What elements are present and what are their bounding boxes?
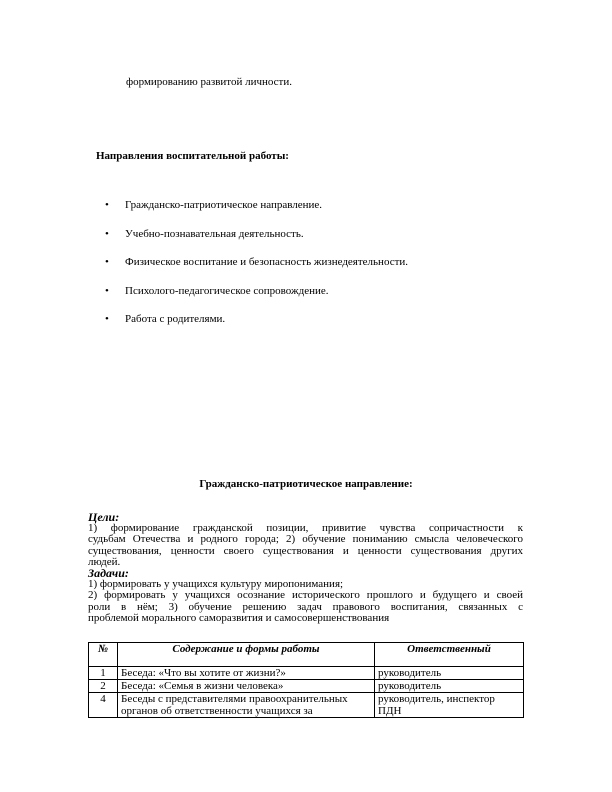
direction-title: Гражданско-патриотическое направление:: [199, 478, 413, 490]
continuation-text: формированию развитой личности.: [126, 76, 292, 88]
row-content: Беседы с представителями правоохранительных органов об ответственности учащихся за: [118, 693, 375, 718]
header-content: Содержание и формы работы: [118, 643, 375, 667]
tasks-label: Задачи:: [88, 566, 129, 581]
table-row: [89, 693, 524, 718]
table-row: [89, 667, 524, 680]
tasks-line: проблемой морального саморазвития и самосовершенствования: [88, 611, 390, 624]
row-content: Беседа: «Семья в жизни человека»: [118, 680, 375, 693]
list-item: [105, 199, 408, 228]
list-item-text: Работа с родителями.: [125, 313, 226, 325]
bullet-icon: •: [105, 256, 109, 268]
goals-line: людей.: [88, 555, 121, 568]
goals-line: существования, ценности своего существования и ценности существования других: [88, 544, 523, 557]
bullet-icon: •: [105, 227, 109, 240]
goals-line: 1) формирование гражданской позиции, привитие чувства сопричастности к: [88, 522, 523, 535]
tasks-line: 2) формировать у учащихся осознание исторического прошлого и будущего и своей: [88, 589, 523, 602]
list-item-text: Учебно-познавательная деятельность.: [125, 227, 304, 240]
tasks-line: 1) формировать у учащихся культуру миропонимания;: [88, 578, 344, 591]
row-responsible: руководитель: [375, 667, 524, 680]
row-content: Беседа: «Что вы хотите от жизни?»: [118, 667, 375, 680]
bullet-icon: •: [105, 313, 109, 325]
list-item-text: Гражданско-патриотическое направление.: [125, 199, 323, 211]
row-number: 2: [89, 680, 118, 693]
list-item: [105, 285, 408, 314]
table-row: [89, 680, 524, 693]
row-number: 4: [89, 693, 118, 718]
header-number: №: [89, 643, 118, 667]
goals-line: судьбам Отечества и родного города; 2) обучение пониманию смысла человеческого: [88, 533, 523, 546]
work-plan-table: [88, 642, 524, 718]
list-item-text: Психолого-педагогическое сопровождение.: [125, 284, 329, 297]
row-number: 1: [89, 667, 118, 680]
list-item: [105, 313, 408, 342]
header-responsible: Ответственный: [375, 643, 524, 667]
tasks-line: роли в нём; 3) обучение решению задач правового воспитания, связанных с: [88, 600, 523, 613]
list-item-text: Физическое воспитание и безопасность жизнедеятельности.: [125, 256, 409, 268]
goals-tasks-block: [88, 512, 523, 624]
row-responsible: руководитель, инспектор ПДН: [375, 693, 524, 718]
section-heading: Направления воспитательной работы:: [96, 150, 289, 162]
goals-label: Цели:: [88, 510, 120, 524]
directions-list: [105, 199, 408, 342]
row-responsible: руководитель: [375, 680, 524, 693]
table-header-row: [89, 643, 524, 667]
bullet-icon: •: [105, 284, 109, 297]
list-item: [105, 228, 408, 257]
bullet-icon: •: [105, 199, 109, 211]
list-item: [105, 256, 408, 285]
